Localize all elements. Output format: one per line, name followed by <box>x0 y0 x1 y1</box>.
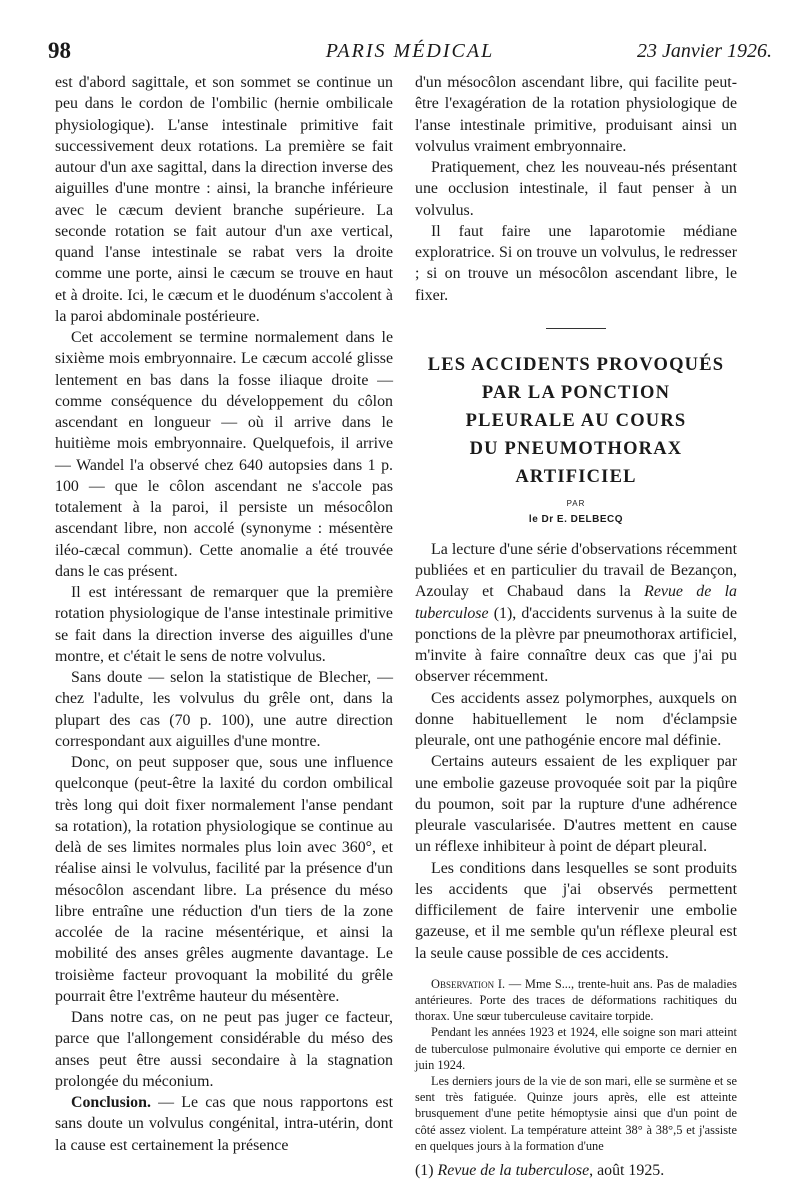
footnote-number: (1) <box>415 1161 438 1179</box>
observation-paragraph <box>415 976 737 1025</box>
left-column <box>55 72 393 1156</box>
footnote-text: , août 1925. <box>589 1161 665 1179</box>
paragraph: Sans doute — selon la statistique de Blecher, — chez l'adulte, les volvulus du grêle ont, dans la plupart des cas (70 p. 100), une autre direction correspondant aux aiguilles d'une montre. <box>55 669 393 750</box>
byline-par: PAR <box>566 498 586 508</box>
paragraph: Il faut faire une laparotomie médiane exploratrice. Si on trouve un volvulus, le redresser ; si on trouve un mésocôlon ascendant libre, le fixer. <box>415 222 737 304</box>
observation-paragraph: Pendant les années 1923 et 1924, elle soigne son mari atteint de tuberculose pulmonaire évolutive qui emporte ce dernier en juin 1924. <box>415 1025 737 1072</box>
right-column <box>415 72 737 1181</box>
intro-paragraph <box>415 539 737 688</box>
page-header <box>48 38 772 68</box>
article-title-line: DU PNEUMOTHORAX <box>469 438 683 459</box>
journal-reference: Revue de la tuberculose <box>415 583 737 622</box>
paragraph: d'un mésocôlon ascendant libre, qui facilite peut-être l'exagération de la rotation physiologique de l'anse intestinale primitive, produisant ainsi un volvulus vraiment embryonnaire. <box>415 74 737 155</box>
article-title-line: LES ACCIDENTS PROVOQUÉS <box>427 354 725 375</box>
article-title <box>415 351 737 491</box>
paragraph: Il est intéressant de remarquer que la première rotation physiologique de l'anse intestinale primitive se fait dans la direction inverse des aiguilles d'une montre, et c'était le sens de notre volvulus. <box>55 584 393 665</box>
page-number: 98 <box>48 38 71 63</box>
paragraph: Ces accidents assez polymorphes, auxquels on donne habituellement le nom d'éclampsie pleurale, ont une pathogénie encore mal définie. <box>415 689 737 749</box>
paragraph: Cet accolement se termine normalement dans le sixième mois embryonnaire. Le cæcum accolé glisse lentement en bas dans la fosse iliaque droite — comme conséquence du développement du côlon ascendant en longueur — où il arrive dans le huitième mois embryonnaire. Quelquefois, il arrive — Wandel l'a observé chez 640 autopsies dans 1 p. 100 — que le côlon ascendant ne s'accole pas totalement à la paroi, il persiste un mésocôlon ascendant libre, non accolé (synonyme : mésentère iléo-cæcal commun). Cette anomalie a été trouvée dans le cas présent. <box>55 329 393 580</box>
footnote <box>415 1160 737 1181</box>
observation-paragraph: Les derniers jours de la vie de son mari, elle se surmène et se sent très fatiguée. Quinze jours après, elle est atteinte brusquement d'une petite hémoptysie ainsi que d'un point de côté assez violent. La température atteint 38° à 38°,5 et j'assiste en quelques jours à la formation d'une <box>415 1073 737 1153</box>
paragraph: Dans notre cas, on ne peut pas juger ce facteur, parce que l'allongement considérable du méso des anses peut être aussi secondaire à la stagnation prolongée du méconium. <box>55 1009 393 1090</box>
journal-title: PARIS MÉDICAL <box>325 40 495 62</box>
conclusion-text: — Le cas que nous rapportons est sans doute un volvulus congénital, intra-utérin, dont la cause est certainement la présence <box>55 1094 393 1154</box>
article-title-line: PLEURALE AU COURS <box>465 410 687 431</box>
article-title-line: PAR LA PONCTION <box>481 382 671 403</box>
issue-date: 23 Janvier 1926. <box>637 40 772 62</box>
conclusion-label: Conclusion. <box>71 1094 151 1111</box>
observation-section <box>415 976 737 1154</box>
paragraph: Les conditions dans lesquelles se sont produits les accidents que j'ai observés permettent difficilement de faire intervenir une embolie gazeuse, et il me semble qu'un réflexe pleural est la seule cause possible de ces accidents. <box>415 859 737 962</box>
observation-text: — Mme S..., trente-huit ans. Pas de maladies antérieures. Porte des traces de déformations rachitiques du thorax. Une sœur tuberculeuse cavitaire torpide. <box>415 976 737 1024</box>
footnote-journal: Revue de la tuberculose <box>437 1161 590 1179</box>
intro-text: La lecture d'une série d'observations récemment publiées et en particulier du travail de Bezançon, Azoulay et Chabaud dans la <box>415 540 737 601</box>
paragraph: est d'abord sagittale, et son sommet se continue un peu dans le cordon de l'ombilic (hernie ombilicale physiologique). L'anse intestinale primitive fait successivement deux rotations. La première se fait autour d'un axe sagittal, dans la direction inverse des aiguilles d'une montre : ainsi, la branche inférieure avec le cæcum devient branche supérieure. La seconde rotation se fait autour d'un axe vertical, quand l'anse intestinale se rabat vers la droite comme une porte, ainsi le cæcum se trouve en haut et à droite. Ici, le cæcum et le duodénum s'accolent à la paroi abdominale postérieure. <box>55 74 393 325</box>
section-divider <box>546 328 606 329</box>
observation-label: Observation I. <box>431 976 506 991</box>
article-author: le Dr E. DELBECQ <box>528 513 624 525</box>
paragraph: Pratiquement, chez les nouveau-nés présentant une occlusion intestinale, il faut penser à un volvulus. <box>415 159 737 219</box>
paragraph: Donc, on peut supposer que, sous une influence quelconque (peut-être la laxité du cordon ombilical très long qui doit fixer normalement l'anse pendant sa rotation), la rotation physiologique se continue au delà de ses limites normales plus loin avec 360°, et réalise ainsi le volvulus, facilité par la présence d'un mésocôlon ascendant libre. La présence du méso libre entraîne une réduction d'un tiers de la zone accolée de la racine mésentérique, et ainsi la mobilité des anses grêles augmente davantage. Le troisième facteur provoquant la mobilité du grêle pourrait être l'extrême hauteur du mésentère. <box>55 754 393 1005</box>
article-title-line: ARTIFICIEL <box>515 466 637 487</box>
conclusion-paragraph <box>55 1092 393 1156</box>
paragraph: Certains auteurs essaient de les expliquer par une embolie gazeuse provoquée soit par la piqûre du poumon, soit par la rupture d'une adhérence pleurale vascularisée. D'autres mettent en cause un réflexe inhibiteur à point de départ pleural. <box>415 753 737 856</box>
intro-text: (1), d'accidents survenus à la suite de ponctions de la plèvre par pneumothorax artificiel, m'invite à faire connaître deux cas que j'ai pu observer récemment. <box>415 604 737 686</box>
